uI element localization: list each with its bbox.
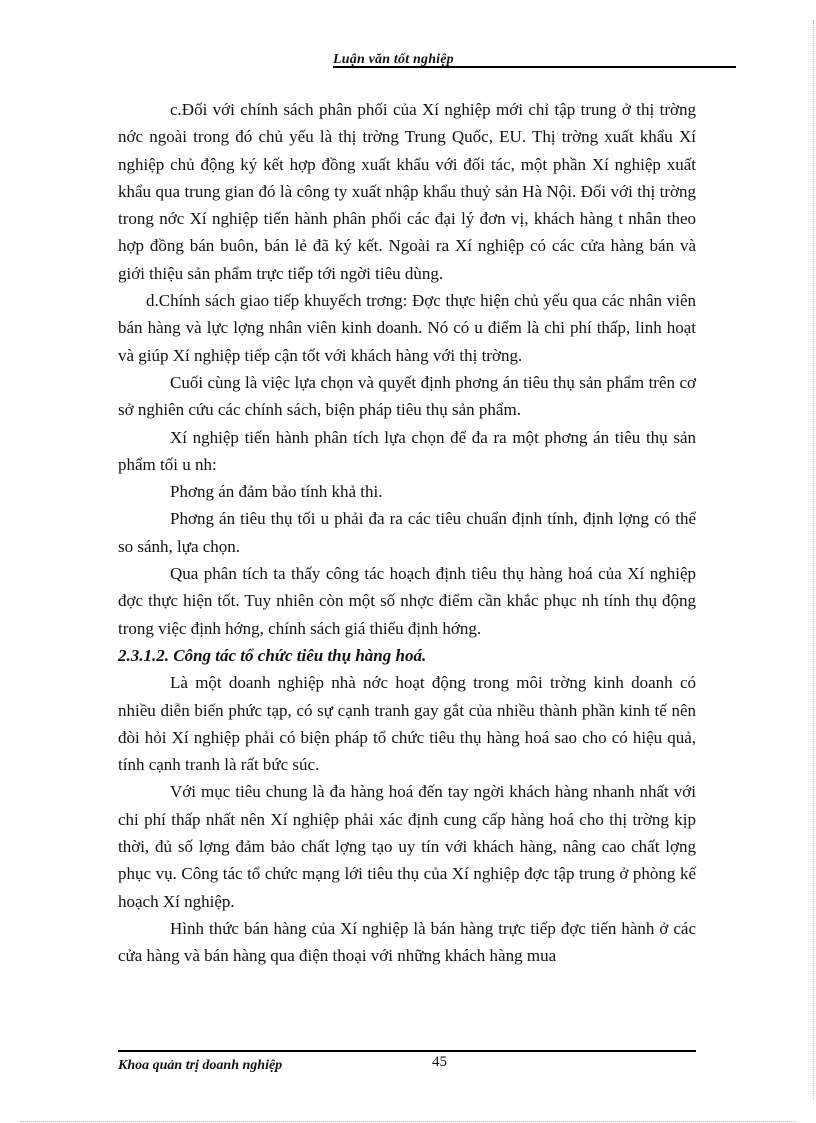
paragraph-feasibility: Phơng án đảm bảo tính khả thi.: [170, 482, 383, 502]
footer-rule: [118, 1050, 696, 1052]
page-header-title: Luận văn tốt nghiệp: [333, 52, 454, 67]
section-heading: 2.3.1.2. Công tác tổ chức tiêu thụ hàng hoá.: [118, 645, 427, 665]
paragraph-analysis: Xí nghiệp tiến hành phân tích lựa chọn để đa ra một phơng án tiêu thụ sản phẩm tối u nh:: [118, 427, 696, 474]
paragraph-optimal-plan: Phơng án tiêu thụ tối u phải đa ra các tiêu chuẩn định tính, định lợng có thể so sánh, lựa chọn.: [118, 509, 696, 556]
paragraph-plan-selection: Cuối cùng là việc lựa chọn và quyết định phơng án tiêu thụ sản phẩm trên cơ sở nghiên cứu các chính sách, biện pháp tiêu thụ sản phẩm.: [118, 372, 696, 420]
page-footer-faculty: Khoa quản trị doanh nghiệp: [118, 1058, 283, 1073]
paragraph-sales-form: Hình thức bán hàng của Xí nghiệp là bán hàng trực tiếp đợc tiến hành ở các cửa hàng và bán hàng qua điện thoại với những khách hàng mua: [118, 918, 696, 966]
page-number: 45: [432, 1054, 447, 1070]
paragraph-distribution-policy: c.Đối với chính sách phân phối của Xí nghiệp mới chỉ tập trung ở thị trờng nớc ngoài trong đó chủ yếu là thị trờng Trung Quốc, EU. Thị trờng xuất khẩu Xí nghiệp chủ động ký kết hợp đồng xuất khẩu với đối tác, một phần Xí nghiệp xuất khẩu qua trung gian đó là công ty xuất nhập khẩu thuỷ sản Hà Nội. Đối với thị trờng trong nớc Xí nghiệp tiến hành phân phối các đại lý đơn vị, khách hàng t nhân theo hợp đồng bán buôn, bán lẻ đã ký kết. Ngoài ra Xí nghiệp có các cửa hàng bán và giới thiệu sản phẩm trực tiếp tới ngời tiêu dùng.: [118, 100, 696, 283]
paragraph-assessment: Qua phân tích ta thấy công tác hoạch định tiêu thụ hàng hoá của Xí nghiệp đợc thực hiện tốt. Tuy nhiên còn một số nhợc điểm cần khắc phục nh tính thụ động trong việc định hớng, chính sách giá thiếu định hớng.: [118, 564, 696, 638]
paragraph-state-enterprise: Là một doanh nghiệp nhà nớc hoạt động trong môi trờng kinh doanh có nhiều diễn biến phức tạp, có sự cạnh tranh gay gắt của nhiều thành phần kinh tế nên đòi hỏi Xí nghiệp phải có biện pháp tổ chức tiêu thụ hàng hoá sao cho có hiệu quả, tính cạnh tranh là rất bức súc.: [118, 673, 696, 775]
page-border-right: [813, 20, 814, 1100]
paragraph-promotion-policy: d.Chính sách giao tiếp khuyếch trơng: Đợc thực hiện chủ yếu qua các nhân viên bán hàng và lực lợng nhân viên kinh doanh. Nó có u điểm là chi phí thấp, linh hoạt và giúp Xí nghiệp tiếp cận tốt với khách hàng với thị trờng.: [118, 291, 696, 365]
paragraph-common-goal: Với mục tiêu chung là đa hàng hoá đến tay ngời khách hàng nhanh nhất với chi phí thấp nhất nên Xí nghiệp phải xác định cung cấp hàng hoá cho thị trờng kịp thời, đủ số lợng đảm bảo chất lợng tạo uy tín với khách hàng, nâng cao chất lợng phục vụ. Công tác tổ chức mạng lới tiêu thụ của Xí nghiệp đợc tập trung ở phòng kế hoạch Xí nghiệp.: [118, 782, 696, 911]
page-border-bottom: [20, 1121, 796, 1122]
header-rule: [333, 66, 736, 68]
body-text: [118, 96, 696, 970]
